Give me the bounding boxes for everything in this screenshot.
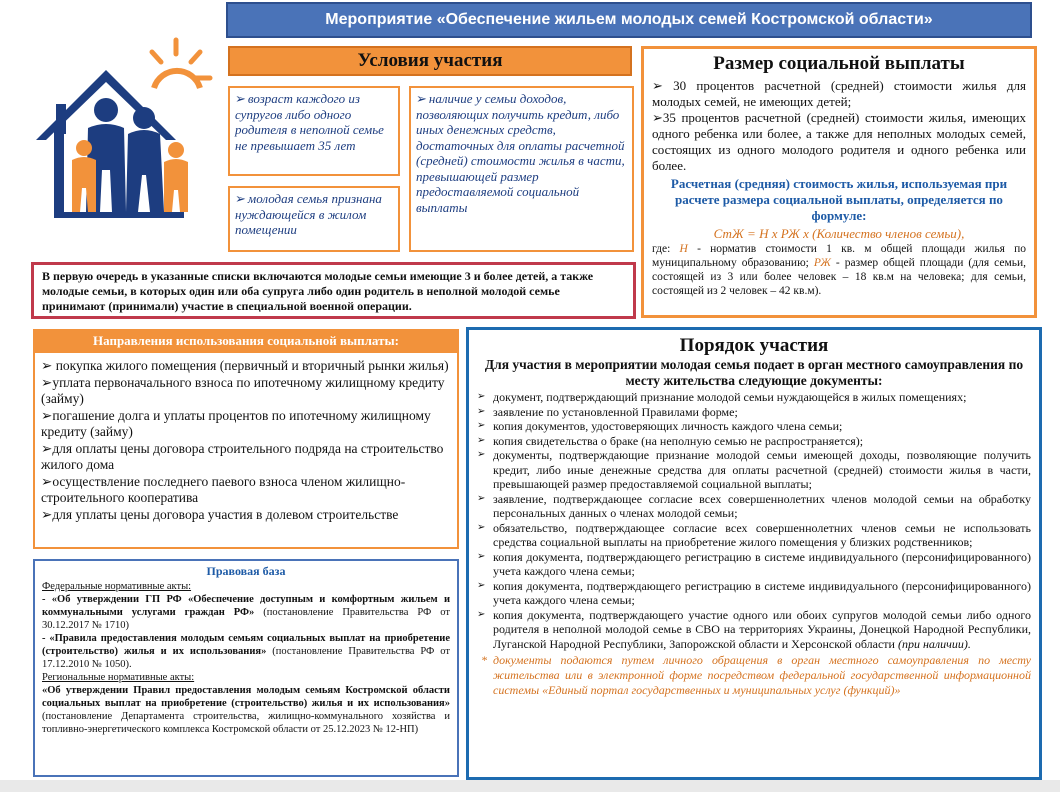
arrow-icon: ➢ <box>652 110 663 125</box>
list-item: ➢ заявление по установленной Правилами форме; <box>477 405 1031 420</box>
directions-title: Направления использования социальной выплаты: <box>33 329 459 353</box>
list-item: ➢ покупка жилого помещения (первичный и вторичный рынки жилья) <box>41 358 449 373</box>
list-item: ➢ копия документов, удостоверяющих личность каждого члена семьи; <box>477 419 1031 434</box>
formula: СтЖ = Н х РЖ х (Количество членов семьи), <box>713 226 965 241</box>
list-item: ➢для уплаты цены договора участия в долевом строительстве <box>41 506 399 522</box>
payment-rule-1: ➢ 30 процентов расчетной (средней) стоимости жилья для молодых семей, не имеющих детей; <box>652 78 1026 109</box>
conditions-title: Условия участия <box>228 46 632 76</box>
list-item: ➢ заявление, подтверждающее согласие всех совершеннолетних членов молодой семьи на обработку персональных данных о членах молодой семьи; <box>477 492 1031 521</box>
list-item: ➢погашение долга и уплаты процентов по ипотечному жилищному кредиту (займу) <box>41 407 431 439</box>
legal-base-title: Правовая база <box>206 564 286 578</box>
arrow-icon: ➢ <box>41 473 53 489</box>
procedure-title: Порядок участия <box>679 335 829 356</box>
list-item: ➢для оплаты цены договора строительного подряда на строительство жилого дома <box>41 440 444 472</box>
condition-text: молодая семья признана нуждающейся в жилом помещении <box>235 191 382 237</box>
page-title: Мероприятие «Обеспечение жильем молодых семей Костромской области» <box>226 2 1032 38</box>
bottom-strip <box>0 780 1060 792</box>
arrow-icon: ➢ <box>41 358 56 373</box>
formula-title: Расчетная (средняя) стоимость жилья, используемая при расчете размера социальной выплаты, определяется по формуле: <box>670 176 1008 223</box>
legal-base-panel <box>33 559 459 777</box>
payment-rule-2: ➢35 процентов расчетной (средней) стоимости жилья, имеющих одного ребенка или более, а также для неполных молодых семей, состоящих из одного молодого родителя и одного ребенка или более. <box>652 110 1026 173</box>
list-item: ➢ копия документа, подтверждающего участие одного или обоих супругов молодой семьи либо одного родителя в неполной молодой семье в СВО на территориях Украины, Донецкой Народной Республики, Луганской Народной Республики, Запорожской области и Херсонской области (при наличии). <box>477 608 1031 652</box>
payment-size-title: Размер социальной выплаты <box>713 53 965 74</box>
list-item: ➢уплата первоначального взноса по ипотечному жилищному кредиту (займу) <box>41 374 445 406</box>
list-item: ➢ обязательство, подтверждающее согласие всех совершеннолетних членов семьи не использовать средства социальной выплаты на приобретение жилого помещения у близких родственников; <box>477 521 1031 550</box>
payment-size-panel <box>641 46 1037 318</box>
arrow-icon: ➢ <box>235 91 246 106</box>
documents-list <box>477 390 1031 651</box>
condition-age <box>228 86 400 176</box>
list-item: ➢ документы, подтверждающие признание молодой семьи имеющей доходы, позволяющие получить кредит, либо иные денежные средства для оплаты расчетной (средней) стоимости жилья в части, превышающей размер предоставляемой социальной выплаты; <box>477 448 1031 492</box>
condition-income <box>409 86 634 252</box>
arrow-icon: ➢ <box>41 407 53 423</box>
condition-text: наличие у семьи доходов, позволяющих получить кредит, либо иных денежных средств, достаточных для оплаты расчетной (средней) стоимости жилья в части, превышающей размер предоставляемой социальной выплаты <box>416 91 625 215</box>
federal-acts-label: Федеральные нормативные акты: <box>42 581 192 592</box>
priority-note: В первую очередь в указанные списки включаются молодые семьи имеющие 3 и более детей, а также молодые семьи, в которых один или оба супруга либо один родитель в неполной молодой семье принимают (принимали) участие в специальной военной операции. <box>31 262 636 319</box>
arrow-icon: ➢ <box>41 440 53 456</box>
list-item: ➢осуществление последнего паевого взноса членом жилищно-строительного кооператива <box>41 473 406 505</box>
list-item: ➢ копия документа, подтверждающего регистрацию в системе индивидуального (персонифицированного) учета каждого члена семьи; <box>477 550 1031 579</box>
arrow-icon: ➢ <box>41 374 53 390</box>
procedure-lead: Для участия в мероприятии молодая семья подает в орган местного самоуправления по месту жительства следующие документы: <box>484 357 1024 388</box>
regional-acts-label: Региональные нормативные акты: <box>42 672 195 683</box>
procedure-panel <box>466 327 1042 780</box>
arrow-icon: ➢ <box>235 191 246 206</box>
arrow-icon: ➢ <box>41 506 53 522</box>
condition-text: возраст каждого из супругов либо одного родителя в неполной семье не превышает 35 лет <box>235 91 384 153</box>
federal-act-1: - «Об утверждении ГП РФ «Обеспечение доступным и комфортным жильем и коммунальными услугами граждан РФ» (постановление Правительства РФ от 30.12.2017 № 1710) <box>42 594 450 631</box>
directions-list <box>33 353 459 549</box>
list-item: ➢ копия свидетельства о браке (на неполную семью не распространяется); <box>477 434 1031 449</box>
family-house-icon <box>26 30 216 228</box>
list-item: ➢ копия документа, подтверждающего регистрацию в системе индивидуального (персонифицированного) учета каждого члена семьи; <box>477 579 1031 608</box>
arrow-icon: ➢ <box>652 78 674 93</box>
footnote: * документы подаются путем личного обращения в орган местного самоуправления по месту жительства или в электронной форме посредством федеральной государственной информационной системы «Единый портал государственных и муниципальных услуг (функций)» <box>477 653 1031 698</box>
list-item: ➢ документ, подтверждающий признание молодой семьи нуждающейся в жилых помещениях; <box>477 390 1031 405</box>
formula-legend: где: Н - норматив стоимости 1 кв. м общей площади жилья по муниципальному образованию; РЖ - размер общей площади (для семьи, состоящей из 3 или более человек – 18 кв.м на человека; для семьи, состоящей из 2 человек – 42 кв.м). <box>652 243 1027 297</box>
federal-act-2: - «Правила предоставления молодым семьям социальных выплат на приобретение (строительство) жилья и их использования» (постановление Правительства РФ от 17.12.2010 № 1050). <box>42 633 451 670</box>
arrow-icon: ➢ <box>416 91 427 106</box>
regional-act-1: «Об утверждении Правил предоставления молодым семьям Костромской области социальных выплат на приобретение (строительство) жилья и их использования» (постановление Департамента строительства, жилищно-коммунального хозяйства и топливно-энергетического комплекса Костромской области от 25.12.2023 № 12-НП) <box>42 685 450 735</box>
condition-need <box>228 186 400 252</box>
